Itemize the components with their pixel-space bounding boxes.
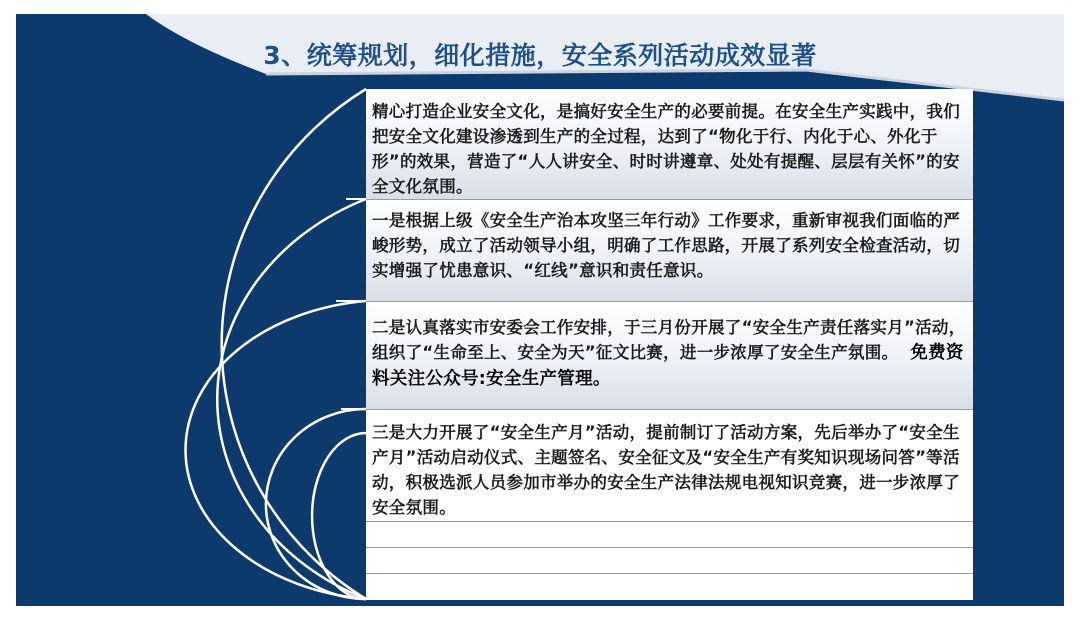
panel-row-5 — [366, 521, 973, 547]
slide — [16, 14, 1064, 606]
promo-text: 免费资料关注公众号:安全生产管理。 — [372, 343, 964, 389]
arc-inner — [312, 433, 366, 599]
panel-row-7 — [366, 573, 973, 600]
concentric-arcs — [186, 89, 366, 599]
content-panel — [366, 89, 973, 600]
arc-3 — [186, 301, 366, 599]
slide-title: 3、统筹规划，细化措施，安全系列活动成效显著 — [263, 41, 817, 70]
paragraph-intro: 精心打造企业安全文化，是搞好安全生产的必要前提。在安全生产实践中，我们把安全文化建设渗透到生产的全过程，达到了“物化于行、内化于心、外化于形”的效果，营造了“人人讲安全、时时讲遵章、处处有提醒、层层有关怀”的安全文化氛围。 — [372, 102, 960, 196]
arc-2 — [217, 199, 366, 599]
panel-row-6 — [366, 547, 973, 573]
paragraph-item-1: 一是根据上级《安全生产治本攻坚三年行动》工作要求，重新审视我们面临的严峻形势，成立了活动领导小组，明确了工作思路，开展了系列安全检查活动，切实增强了忧患意识、“红线”意识和责任意识。 — [372, 211, 960, 280]
arc-4 — [266, 409, 366, 599]
paragraph-item-2 — [372, 315, 970, 392]
paragraph-item-3: 三是大力开展了“安全生产月”活动，提前制订了活动方案，先后举办了“安全生产月”活动启动仪式、主题签名、安全征文及“安全生产有奖知识现场问答”等活动，积极选派人员参加市举办的安全生产法律法规电视知识竞赛，进一步浓厚了安全氛围。 — [372, 423, 960, 517]
paragraph-item-2-text: 二是认真落实市安委会工作安排，于三月份开展了“安全生产责任落实月”活动，组织了“生命至上、安全为天”征文比赛，进一步浓厚了安全生产氛围。 — [372, 318, 966, 362]
